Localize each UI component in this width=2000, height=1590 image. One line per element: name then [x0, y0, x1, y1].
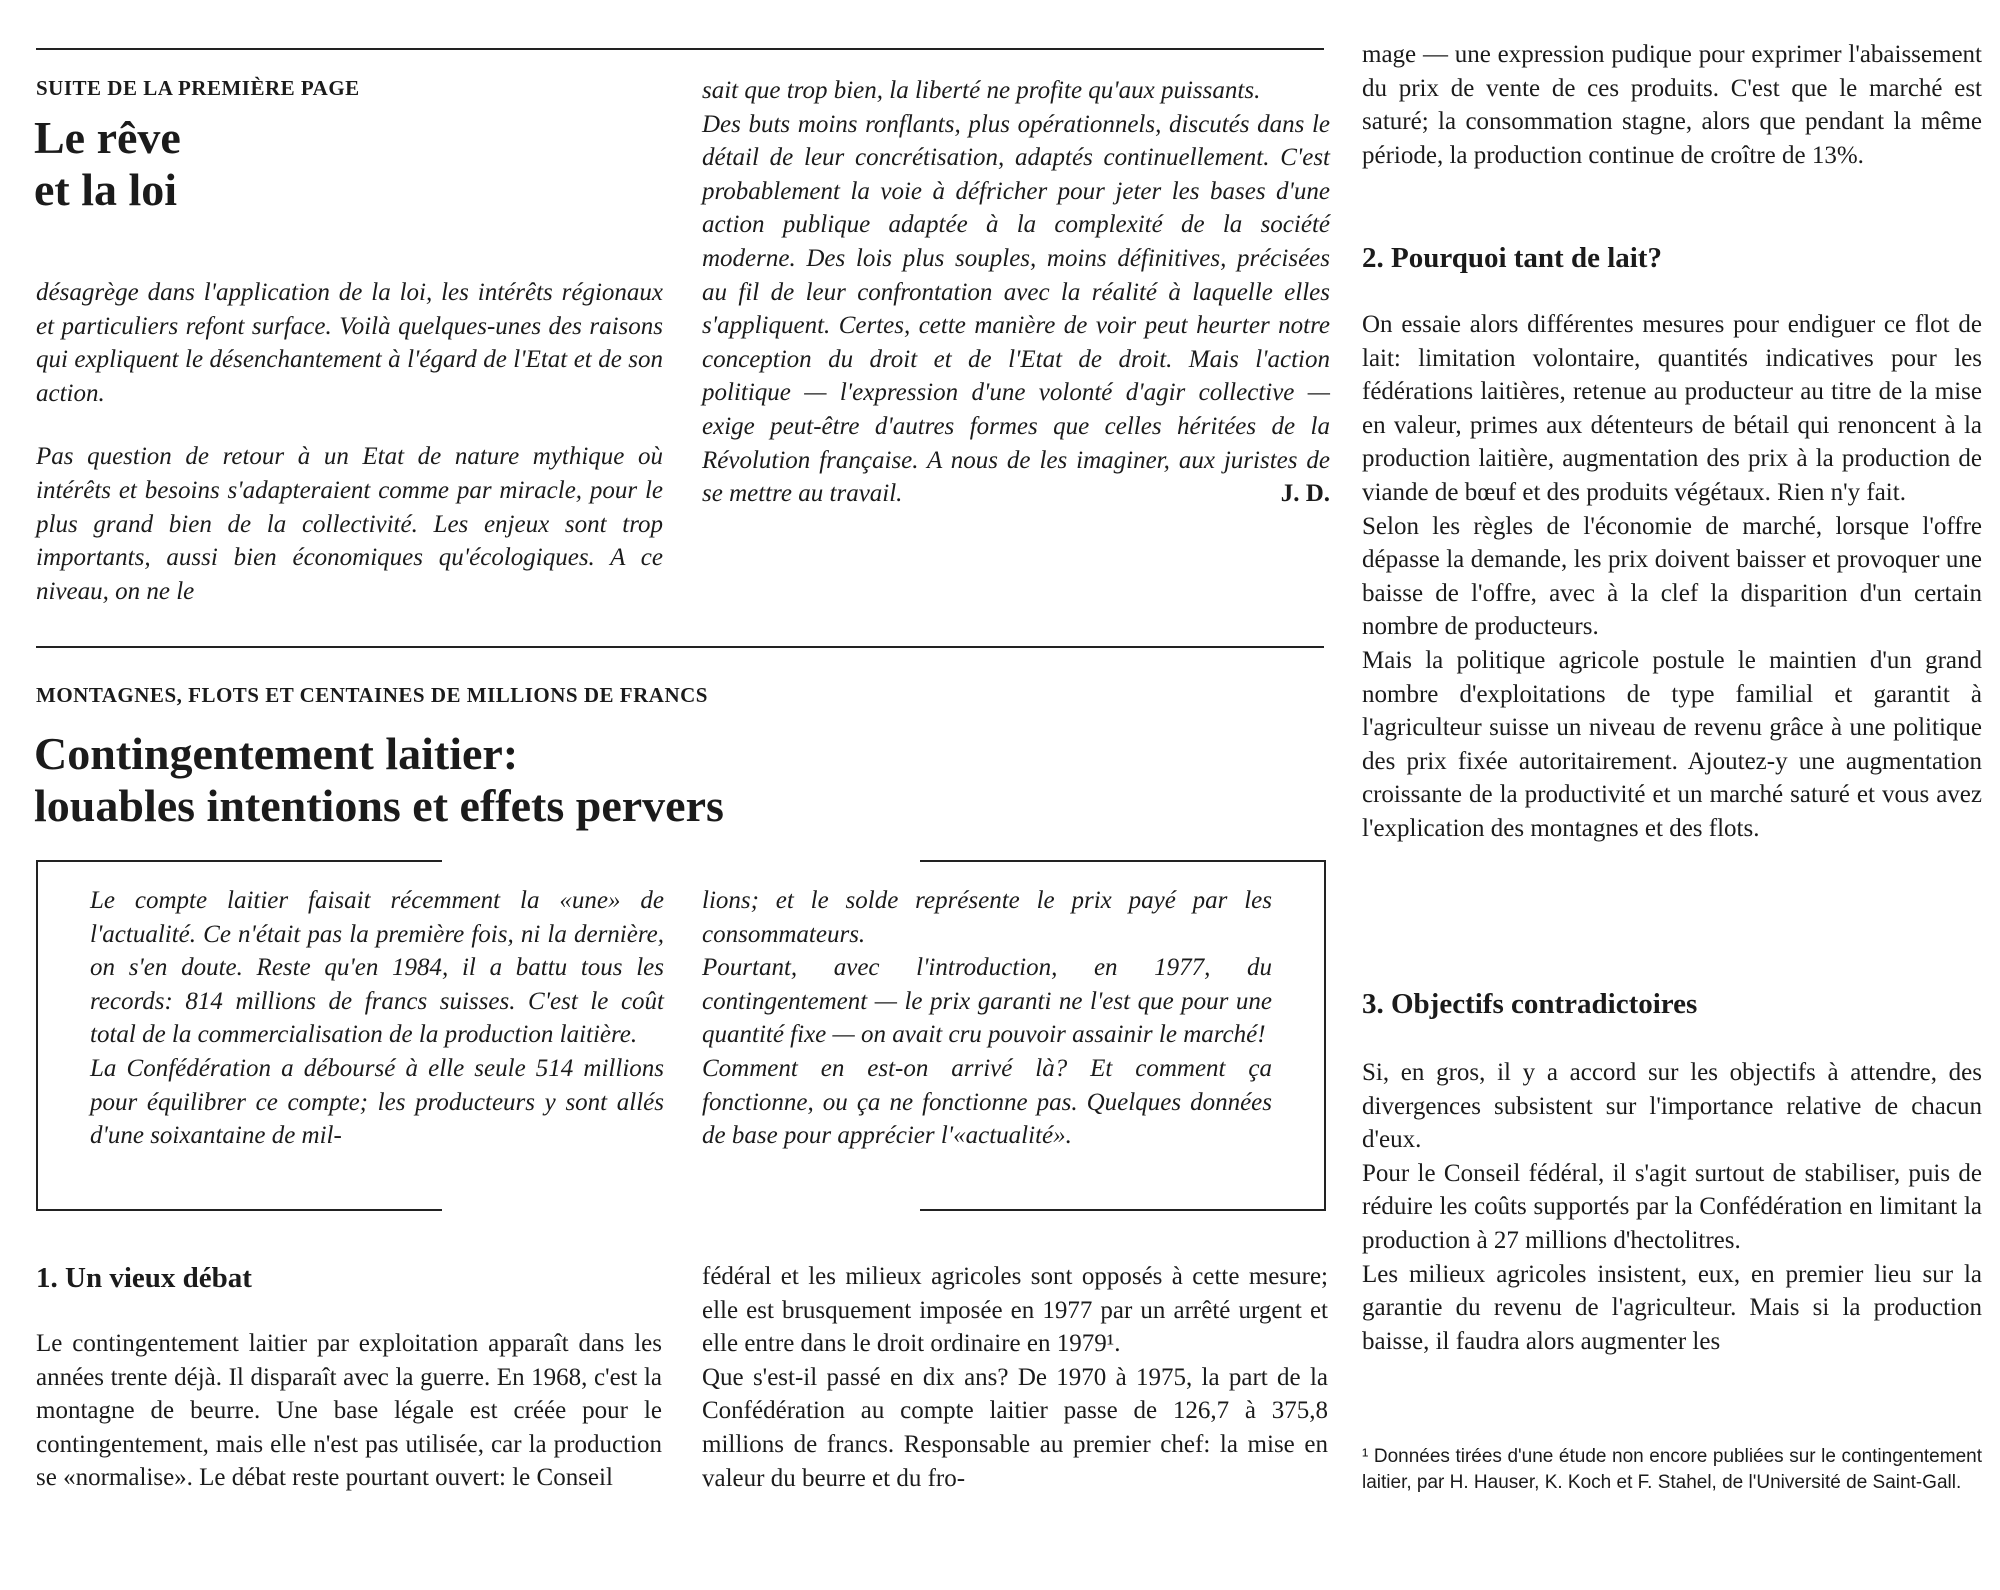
- section-1-column-1: [36, 1327, 662, 1495]
- paragraph: Mais la politique agricole postule le maintien d'un grand nombre d'exploitations de type familial et garantit à l'agriculteur suisse un niveau de revenu grâce à une politique des prix fixée autoritairement. Ajoutez-y une augmentation croissante de la productivité et un marché saturé et vous avez l'explication des montagnes et des flots.: [1362, 646, 1982, 842]
- box-left-border: [36, 860, 38, 1211]
- intro-column-2: [702, 884, 1272, 1153]
- section-1-column-2: [702, 1260, 1328, 1495]
- footnote-text: ¹ Données tirées d'une étude non encore publiées sur le contingentement laitier, par H. Hauser, K. Koch et F. Stahel, de l'Université de Saint-Gall.: [1362, 1446, 1982, 1493]
- section-3-heading: 3. Objectifs contradictoires: [1362, 988, 1698, 1020]
- paragraph: Les milieux agricoles insistent, eux, en premier lieu sur la garantie du revenu de l'agriculteur. Mais si la production baisse, il faudra alors augmenter les: [1362, 1260, 1982, 1355]
- reve-title-line2: et la loi: [34, 163, 178, 215]
- section-1-heading: 1. Un vieux débat: [36, 1262, 252, 1294]
- column-3-top: [1362, 38, 1982, 172]
- paragraph: On essaie alors différentes mesures pour endiguer ce flot de lait: limitation volontaire, quantités indicatives pour les fédérations laitières, retenue au producteur au titre de la mise en valeur, primes aux détenteurs de bétail qui renoncent à la production laitière, augmentation des prix à la production de viande de bœuf et des produits végétaux. Rien n'y fait.: [1362, 311, 1982, 506]
- paragraph: désagrège dans l'application de la loi, les intérêts régionaux et particuliers refont surface. Voilà quelques-unes des raisons qui expliquent le désenchantement à l'égard de l'Etat et de son action.: [36, 279, 663, 407]
- box-top-rule-left: [36, 860, 442, 862]
- lait-title: [34, 728, 724, 831]
- box-right-border: [1324, 860, 1326, 1211]
- paragraph: mage — une expression pudique pour exprimer l'abaissement du prix de vente de ces produits. C'est que le marché est saturé; la consommation stagne, alors que pendant la même période, la production continue de croître de 13%.: [1362, 41, 1982, 169]
- reve-title: [34, 112, 181, 215]
- box-bottom-rule-left: [36, 1209, 442, 1211]
- lait-title-line2: louables intentions et effets pervers: [34, 779, 724, 831]
- box-top-rule-right: [920, 860, 1326, 862]
- section-2-heading: 2. Pourquoi tant de lait?: [1362, 242, 1662, 274]
- reve-title-line1: Le rêve: [34, 112, 181, 163]
- box-bottom-rule-right: [920, 1209, 1326, 1211]
- reve-column-1: [36, 276, 663, 608]
- paragraph: La Confédération a déboursé à elle seule 514 millions pour équilibrer ce compte; les producteurs y sont allés d'une soixantaine de mil-: [90, 1054, 664, 1150]
- section-3-text: [1362, 1056, 1982, 1358]
- section-2-text: [1362, 308, 1982, 846]
- paragraph: Des buts moins ronflants, plus opérationnels, discutés dans le détail de leur concrétisation, adaptés continuellement. C'est probablement la voie à défricher pour jeter les bases d'une action publique adaptée à la complexité de la société moderne. Des lois plus souples, moins définitives, précisées au fil de leur confrontation avec la réalité à laquelle elles s'appliquent. Certes, cette manière de voir peut heurter notre conception du droit et de l'Etat de droit. Mais l'action politique — l'expression d'une volonté d'agir collective — exige peut-être d'autres formes que celles héritées de la Révolution française. A nous de les imaginer, aux juristes de se mettre au travail.: [702, 110, 1330, 508]
- top-rule: [36, 48, 1324, 50]
- intro-column-1: [90, 884, 664, 1153]
- paragraph: Le contingentement laitier par exploitation apparaît dans les années trente déjà. Il disparaît avec la guerre. En 1968, c'est la montagne de beurre. Une base légale est créée pour le contingentement, mais elle n'est pas utilisée, car la production se «normalise». Le débat reste pourtant ouvert: le Conseil: [36, 1330, 662, 1492]
- paragraph: sait que trop bien, la liberté ne profite qu'aux puissants.: [702, 77, 1261, 104]
- paragraph: Comment en est-on arrivé là? Et comment ça fonctionne, ou ça ne fonctionne pas. Quelques données de base pour apprécier l'«actualité».: [702, 1054, 1272, 1150]
- lait-title-line1: Contingentement laitier:: [34, 728, 519, 779]
- paragraph: Pourtant, avec l'introduction, en 1977, du contingentement — le prix garanti ne l'est que pour une quantité fixe — on avait cru pouvoir assainir le marché!: [702, 954, 1272, 1049]
- paragraph: Pas question de retour à un Etat de nature mythique où intérêts et besoins s'adapteraient comme par miracle, pour le plus grand bien de la collectivité. Les enjeux sont trop importants, aussi bien économiques qu'écologiques. A ce niveau, on ne le: [36, 443, 663, 605]
- paragraph: Que s'est-il passé en dix ans? De 1970 à 1975, la part de la Confédération au compte laitier passe de 126,7 à 375,8 millions de francs. Responsable au premier chef: la mise en valeur du beurre et du fro-: [702, 1363, 1328, 1492]
- signature: J. D.: [1280, 480, 1330, 508]
- paragraph: fédéral et les milieux agricoles sont opposés à cette mesure; elle est brusquement imposée en 1977 par un arrêté urgent et elle entre dans le droit ordinaire en 1979¹.: [702, 1263, 1328, 1358]
- lait-kicker: MONTAGNES, FLOTS ET CENTAINES DE MILLIONS DE FRANCS: [36, 683, 708, 707]
- paragraph: lions; et le solde représente le prix payé par les consommateurs.: [702, 887, 1272, 948]
- footnote: [1362, 1444, 1982, 1496]
- reve-column-2: [702, 74, 1330, 511]
- paragraph: Le compte laitier faisait récemment la «une» de l'actualité. Ce n'était pas la première fois, ni la dernière, on s'en doute. Reste qu'en 1984, il a battu tous les records: 814 millions de francs suisses. C'est le coût total de la commercialisation de la production laitière.: [90, 887, 664, 1049]
- paragraph: Pour le Conseil fédéral, il s'agit surtout de stabiliser, puis de réduire les coûts supportés par la Confédération en limitant la production à 27 millions d'hectolitres.: [1362, 1159, 1982, 1254]
- reve-kicker: SUITE DE LA PREMIÈRE PAGE: [36, 76, 360, 100]
- paragraph: Si, en gros, il y a accord sur les objectifs à attendre, des divergences subsistent sur l'importance relative de chacun d'eux.: [1362, 1059, 1982, 1154]
- paragraph: Selon les règles de l'économie de marché, lorsque l'offre dépasse la demande, les prix doivent baisser et provoquer une baisse de l'offre, avec à la clef la disparition d'un certain nombre de producteurs.: [1362, 512, 1982, 641]
- middle-rule: [36, 646, 1324, 648]
